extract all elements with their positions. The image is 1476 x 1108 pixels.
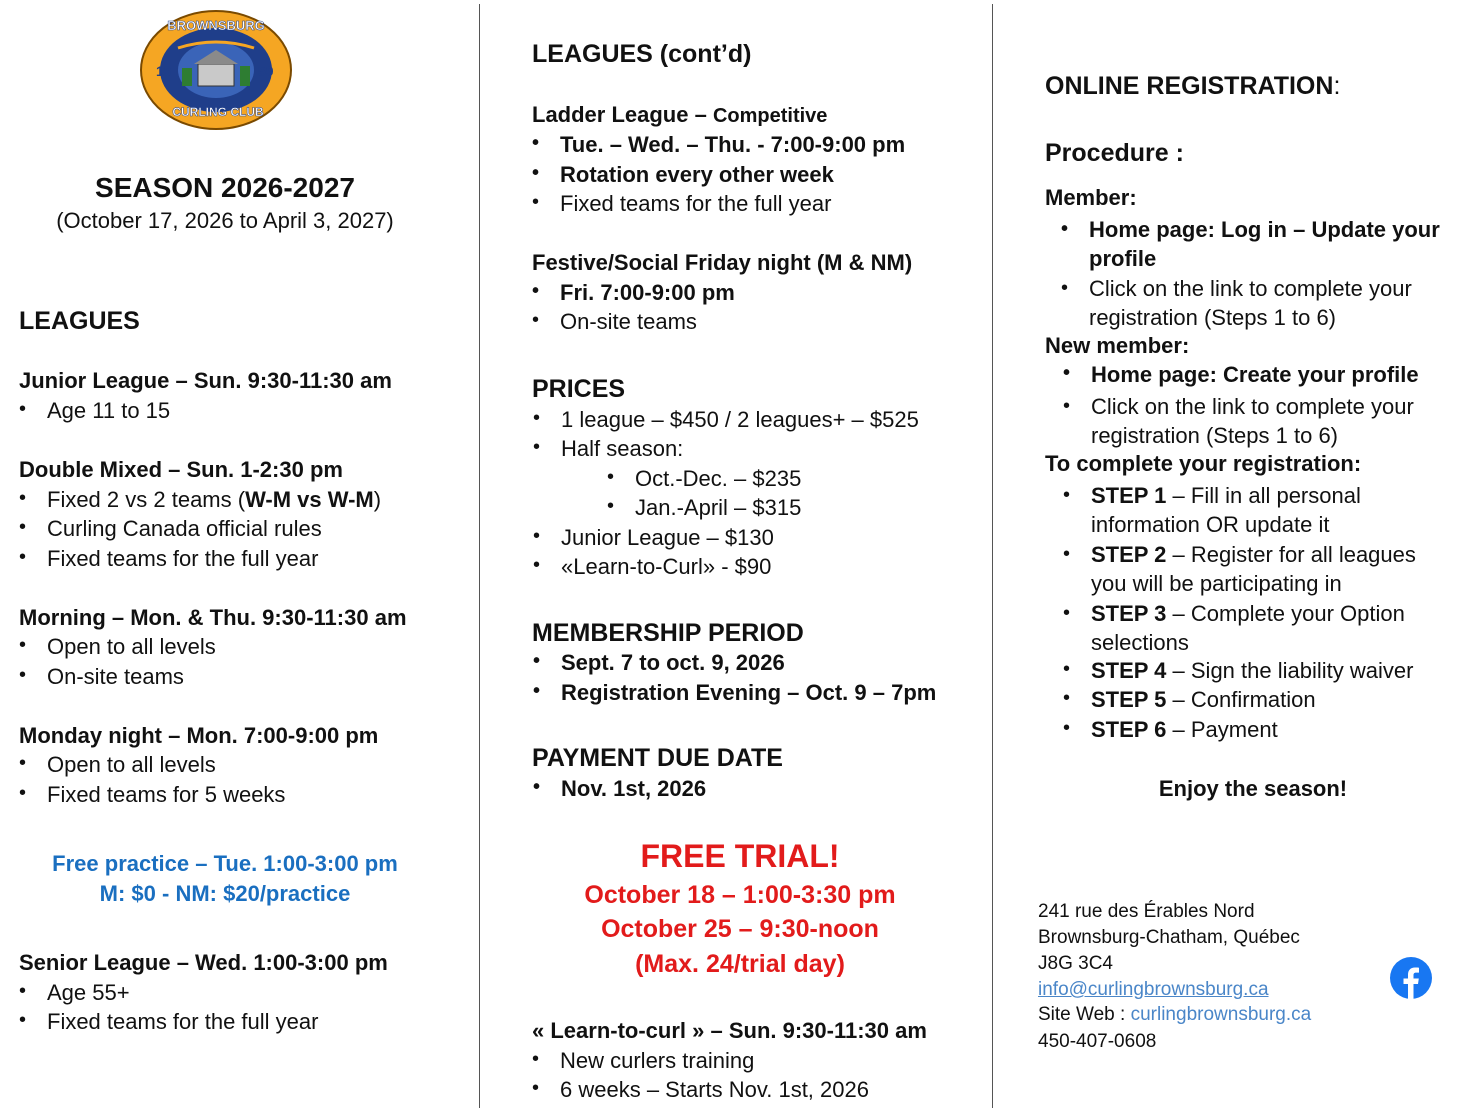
junior-league-title: Junior League – Sun. 9:30-11:30 am [19,368,392,393]
double-mixed-item-3: • Fixed teams for the full year [47,546,318,572]
learn-item-2: • 6 weeks – Starts Nov. 1st, 2026 [560,1077,869,1103]
facebook-icon[interactable] [1390,957,1432,999]
contact-address-1: 241 rue des Érables Nord [1038,901,1255,922]
season-dates: (October 17, 2026 to April 3, 2027) [56,208,394,233]
morning-item-2: • On-site teams [47,664,184,690]
leagues-cont-heading: LEAGUES (cont’d) [532,40,752,68]
junior-league-item: • Age 11 to 15 [47,398,170,424]
payment-item-1: • Nov. 1st, 2026 [561,776,706,802]
contact-email-link[interactable]: info@curlingbrownsburg.ca [1038,979,1269,1000]
double-mixed-item-1: • Fixed 2 vs 2 teams (W-M vs W-M) [47,487,381,513]
step-3: • STEP 3 – Complete your Option selections [1091,599,1471,657]
contact-postal: J8G 3C4 [1038,953,1113,974]
free-trial-line-1: October 18 – 1:00-3:30 pm [584,881,896,909]
learn-to-curl-title: « Learn-to-curl » – Sun. 9:30-11:30 am [532,1018,927,1043]
monday-night-item-1: • Open to all levels [47,752,216,778]
club-logo [138,8,294,132]
senior-league-title: Senior League – Wed. 1:00-3:00 pm [19,950,388,975]
membership-heading: MEMBERSHIP PERIOD [532,619,804,647]
step-5: • STEP 5 – Confirmation [1091,687,1316,713]
price-item-2a: • Oct.-Dec. – $235 [635,466,801,492]
price-item-2b: • Jan.-April – $315 [635,495,801,521]
complete-registration-label: To complete your registration: [1045,451,1362,476]
contact-phone: 450-407-0608 [1038,1031,1157,1052]
prices-heading: PRICES [532,375,626,403]
new-member-item-1: • Home page: Create your profile [1091,362,1419,388]
member-item-1: • Home page: Log in – Update your profile [1089,215,1469,273]
ladder-item-2: • Rotation every other week [560,162,834,188]
logo-top-text: BROWNSBURG [167,18,265,33]
free-practice-line-1: Free practice – Tue. 1:00-3:00 pm [52,851,398,876]
double-mixed-item-2: • Curling Canada official rules [47,516,322,542]
procedure-heading: Procedure : [1045,139,1184,167]
free-trial-title: FREE TRIAL! [640,838,840,874]
contact-site: Site Web : curlingbrownsburg.ca [1038,1004,1312,1025]
ladder-item-3: • Fixed teams for the full year [560,191,831,217]
new-member-label: New member: [1045,333,1190,358]
senior-league-item-1: • Age 55+ [47,980,130,1006]
price-item-3: • Junior League – $130 [561,525,774,551]
festive-title: Festive/Social Friday night (M & NM) [532,250,913,275]
free-trial-line-3: (Max. 24/trial day) [635,950,845,978]
enjoy-season: Enjoy the season! [1158,776,1348,801]
membership-item-1: • Sept. 7 to oct. 9, 2026 [561,650,785,676]
festive-item-2: • On-site teams [560,309,697,335]
new-member-item-2: • Click on the link to complete your registration (Steps 1 to 6) [1091,392,1471,450]
free-practice-line-2: M: $0 - NM: $20/practice [99,881,351,906]
leagues-heading: LEAGUES [19,307,140,335]
learn-item-1: • New curlers training [560,1048,754,1074]
contact-address-2: Brownsburg-Chatham, Québec [1038,927,1300,948]
member-label: Member: [1045,185,1137,210]
monday-night-title: Monday night – Mon. 7:00-9:00 pm [19,723,379,748]
step-2: • STEP 2 – Register for all leagues you will be participating in [1091,540,1471,598]
festive-item-1: • Fri. 7:00-9:00 pm [560,280,735,306]
double-mixed-title: Double Mixed – Sun. 1-2:30 pm [19,457,343,482]
payment-heading: PAYMENT DUE DATE [532,744,783,772]
step-6: • STEP 6 – Payment [1091,717,1278,743]
step-4: • STEP 4 – Sign the liability waiver [1091,658,1413,684]
price-item-1: • 1 league – $450 / 2 leagues+ – $525 [561,407,919,433]
logo-year-right: 59 [258,63,274,79]
step-1: • STEP 1 – Fill in all personal information OR update it [1091,481,1471,539]
price-item-4: • «Learn-to-Curl» - $90 [561,554,771,580]
logo-bottom-text: CURLING CLUB [172,105,264,119]
member-item-2: • Click on the link to complete your registration (Steps 1 to 6) [1089,274,1469,332]
ladder-league-title: Ladder League – Competitive [532,102,828,127]
senior-league-item-2: • Fixed teams for the full year [47,1009,318,1035]
membership-item-2: • Registration Evening – Oct. 9 – 7pm [561,680,936,706]
ladder-item-1: • Tue. – Wed. – Thu. - 7:00-9:00 pm [560,132,905,158]
price-item-2: • Half season: [561,436,683,462]
morning-item-1: • Open to all levels [47,634,216,660]
logo-year-left: 19 [156,63,172,79]
season-title: SEASON 2026-2027 [95,172,355,203]
morning-title: Morning – Mon. & Thu. 9:30-11:30 am [19,605,407,630]
registration-heading: ONLINE REGISTRATION: [1045,72,1341,100]
contact-site-link[interactable]: curlingbrownsburg.ca [1130,1004,1312,1025]
monday-night-item-2: • Fixed teams for 5 weeks [47,782,285,808]
free-trial-line-2: October 25 – 9:30-noon [601,915,879,943]
